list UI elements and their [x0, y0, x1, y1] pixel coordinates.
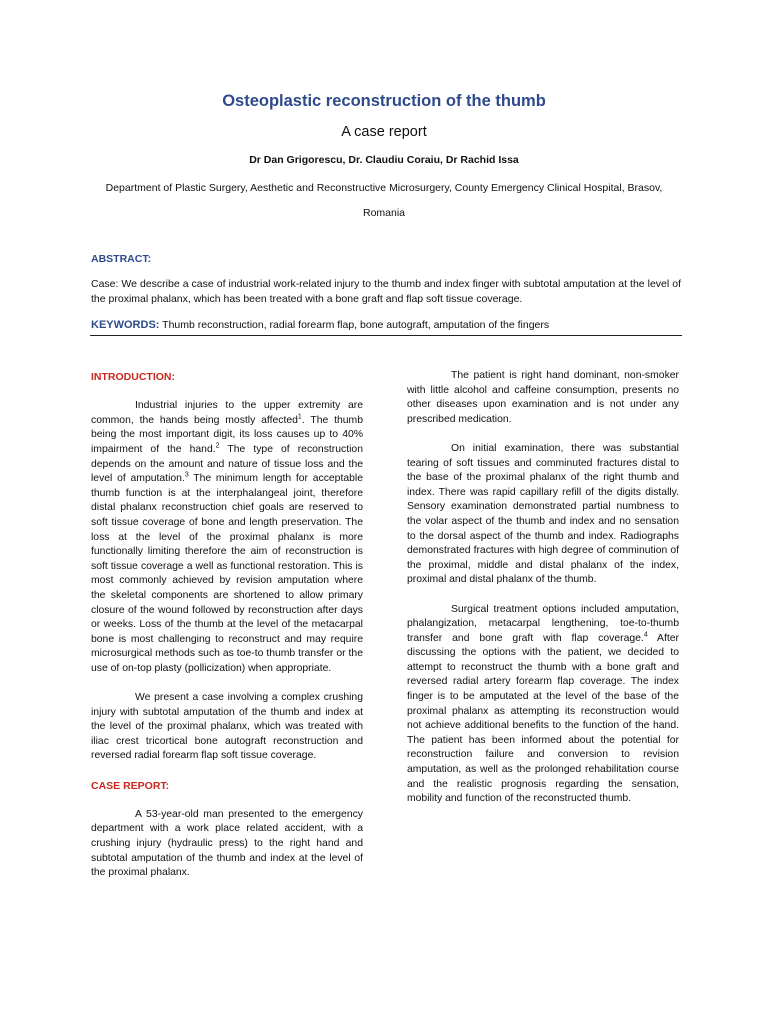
abstract-text: Case: We describe a case of industrial work-related injury to the thumb and index finger with subtotal amputation at the level of the proximal phalanx, which has been treated with a bone graft and flap soft tissue coverage.	[91, 278, 681, 305]
case-p4-text-a: Surgical treatment options included amputation, phalangization, metacarpal lengthening, toe-to-thumb transfer and bone graft with flap coverage.	[407, 603, 679, 644]
intro-paragraph-1	[91, 399, 363, 676]
intro-p1-text-a: Industrial injuries to the upper extremity are common, the hands being mostly affected	[91, 400, 363, 426]
right-column	[407, 369, 679, 807]
keywords-text: Thumb reconstruction, radial forearm flap, bone autograft, amputation of the fingers	[159, 319, 550, 331]
citation-1: 1	[297, 413, 302, 421]
header-divider	[90, 335, 682, 336]
case-p4-text-b: After discussing the options with the patient, we decided to attempt to reconstruct the thumb with a bone graft and reversed radial artery forearm flap coverage. The index finger is to be amputated at the level of the base of the proximal phalanx as attempting its reconstruction would not achieve additional benefits to the function of the hand. The patient has been informed about the potential for reconstruction failure and conversion to revision amputation, as well as the prolonged rehabilitation course and the realistic prognosis regarding the sensation, mobility and function of the reconstructed thumb.	[407, 632, 679, 805]
keywords-label: KEYWORDS:	[91, 319, 160, 331]
abstract-heading: ABSTRACT:	[91, 253, 152, 265]
paper-title: Osteoplastic reconstruction of the thumb	[222, 92, 546, 110]
keywords-line	[91, 318, 681, 333]
case-paragraph-4	[407, 603, 679, 807]
intro-p1-text-b: . The thumb being the most important digit, its loss causes up to 40% impairment of the hand.	[91, 414, 363, 455]
affiliation: Department of Plastic Surgery, Aesthetic and Reconstructive Microsurgery, County Emergency Clinical Hospital, Brasov, Romania	[105, 182, 663, 219]
intro-p1-text-c: The type of reconstruction depends on the amount and nature of tissue loss and the level of amputation.	[91, 443, 363, 485]
left-column	[91, 370, 363, 881]
paper-subtitle: A case report	[341, 124, 427, 140]
author-list: Dr Dan Grigorescu, Dr. Claudiu Coraiu, Dr Rachid Issa	[249, 154, 519, 166]
citation-4: 4	[643, 631, 648, 639]
introduction-heading: INTRODUCTION:	[91, 371, 175, 383]
citation-2: 2	[215, 442, 220, 450]
case-report-heading: CASE REPORT:	[91, 779, 170, 792]
citation-3: 3	[184, 471, 189, 479]
case-paragraph-1: A 53-year-old man presented to the emergency department with a work place related accident, with a crushing injury (hydraulic press) to the right hand and subtotal amputation of the thumb and index at the level of the proximal phalanx.	[91, 808, 363, 879]
intro-p1-text-d: The minimum length for acceptable thumb function is at the interphalangeal joint, therefore distal phalanx reconstruction chief goals are reserved to soft tissue coverage of bone and length preservation. The loss at the level of the proximal phalanx is more functionally limiting therefore the aim of reconstruction is soft tissue coverage a well as functional restoration. This is most commonly achieved by revision amputation where the skeletal components are shortened to allow primary closure of the wound followed by reconstruction after days or weeks. Loss of the thumb at the level of the metacarpal bone is most challenging to reconstruct and may require microsurgical methods such as toe-to thumb transfer or the use of on-top plasty (pollicization) when appropriate.	[91, 473, 363, 674]
intro-paragraph-2: We present a case involving a complex crushing injury with subtotal amputation of the thumb and index at the level of the proximal phalanx, which was treated with iliac crest tricortical bone autograft reconstruction and reversed radial forearm flap soft tissue coverage.	[91, 692, 363, 762]
case-paragraph-2: The patient is right hand dominant, non-smoker with little alcohol and caffeine consumption, presents no other diseases upon examination and is not under any prescribed medication.	[407, 370, 679, 425]
case-paragraph-3: On initial examination, there was substantial tearing of soft tissues and comminuted fractures distal to the base of the proximal phalanx of the right thumb and index. There was rapid capillary refill of the digits distally. Sensory examination demonstrated partial numbness to the volar aspect of the thumb and index and no sensation to the dorsal aspect of the thumb and index. Radiographs demonstrated fractures with high degree of comminution of the proximal, middle and distal phalanx of the index, proximal and distal phalanx of the thumb.	[407, 442, 679, 586]
